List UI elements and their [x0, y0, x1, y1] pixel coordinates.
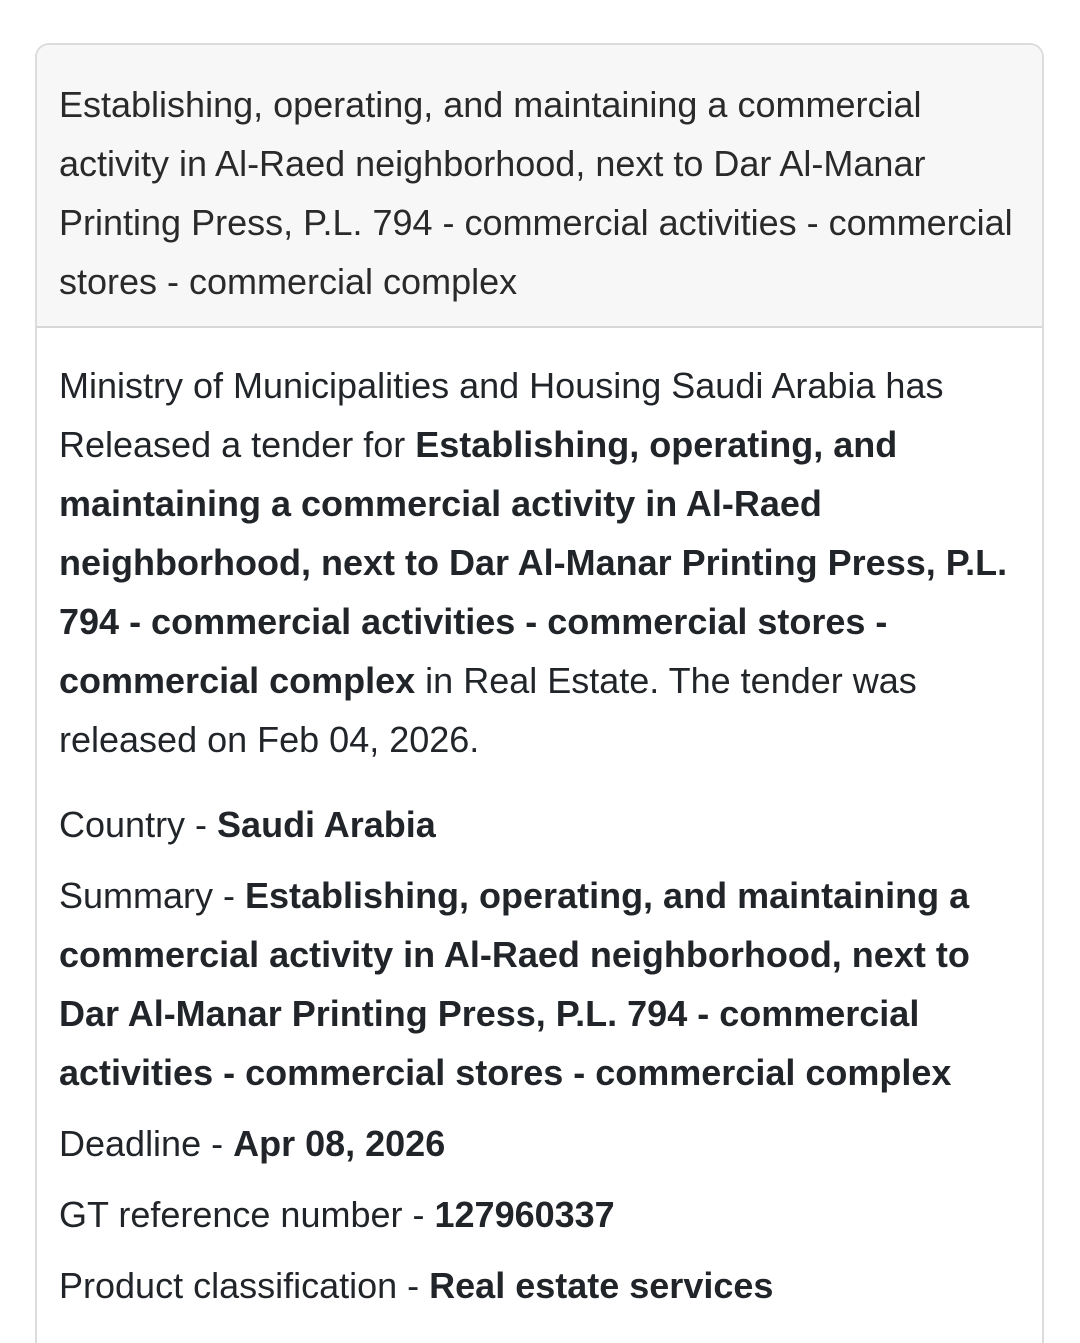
tender-description	[59, 356, 1020, 769]
field-product-classification	[59, 1256, 1020, 1315]
description-prefix: Ministry of Municipalities and Housing Saudi Arabia has Released a tender for	[59, 365, 944, 465]
field-value: Establishing, operating, and maintaining a commercial activity in Al-Raed neighborhood, next to Dar Al-Manar Printing Press, P.L. 794 - commercial activities - commercial stores - commercial complex	[59, 875, 970, 1093]
field-summary	[59, 866, 1020, 1102]
field-label: Country -	[59, 804, 218, 845]
tender-card-body	[37, 328, 1042, 1315]
tender-title: Establishing, operating, and maintaining a commercial activity in Al-Raed neighborhood, next to Dar Al-Manar Printing Press, P.L. 794 - commercial activities - commercial stores - commercial complex	[59, 84, 1013, 302]
tender-card-header	[37, 45, 1042, 328]
field-gt-reference-number	[59, 1185, 1020, 1244]
description-tender-title: Establishing, operating, and maintaining a commercial activity in Al-Raed neighborhood, next to Dar Al-Manar Printing Press, P.L. 794 - commercial activities - commercial stores - commercial complex	[59, 424, 1008, 701]
field-value: 127960337	[434, 1194, 615, 1235]
field-label: Product classification -	[59, 1265, 430, 1306]
tender-card	[35, 43, 1044, 1343]
field-deadline	[59, 1114, 1020, 1173]
field-label: Deadline -	[59, 1123, 234, 1164]
field-value: Real estate services	[429, 1265, 774, 1306]
field-country	[59, 795, 1020, 854]
field-value: Saudi Arabia	[217, 804, 436, 845]
field-label: GT reference number -	[59, 1194, 435, 1235]
field-label: Summary -	[59, 875, 246, 916]
description-suffix: in Real Estate. The tender was released on Feb 04, 2026.	[59, 660, 917, 760]
field-value: Apr 08, 2026	[233, 1123, 446, 1164]
